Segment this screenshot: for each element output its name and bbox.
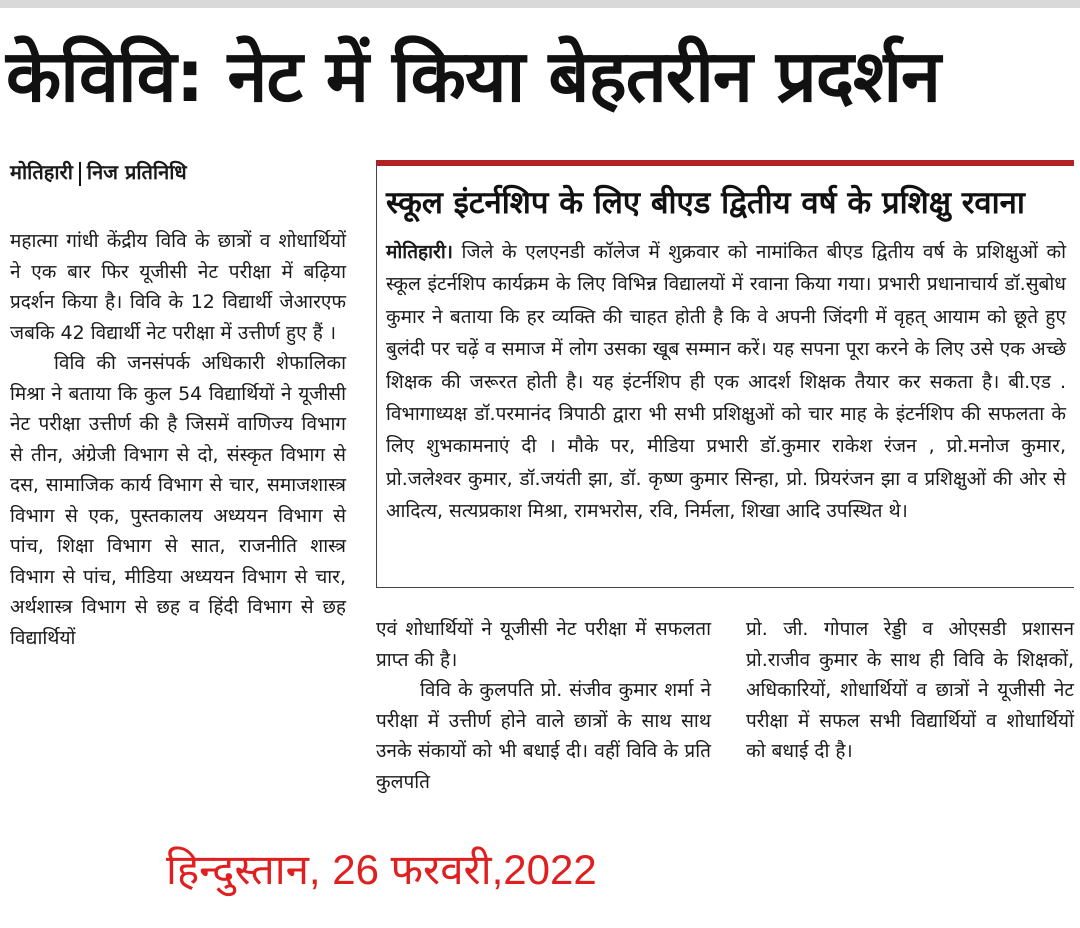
boxed-story-text: जिले के एलएनडी कॉलेज में शुक्रवार को नामांकित बीएड द्वितीय वर्ष के प्रशिक्षुओं को स्कूल इंटर्नशिप कार्यक्रम के लिए विभिन्न विद्यालयों में रवाना किया गया। प्रभारी प्रधानाचार्य डॉ.सुबोध कुमार ने बताया कि हर व्यक्ति की चाहत होती है कि वे अपनी जिंदगी में वृहत् आयाम को छूते हुए बुलंदी पर चढ़ें व समाज में लोग उसका खूब सम्मान करें। यह सपना पूरा करने के लिए उसे एक अच्छे शिक्षक की जरूरत होती है। यह इंटर्नशिप ही एक आदर्श शिक्षक तैयार कर सकता है। बी.एड . विभागाध्यक्ष डॉ.परमानंद त्रिपाठी द्वारा भी सभी प्रशिक्षुओं को चार माह के इंटर्नशिप की सफलता के लिए शुभकामनाएं दी । मौके पर, मीडिया प्रभारी डॉ.कुमार राकेश रंजन , प्रो.मनोज कुमार, प्रो.जलेश्वर कुमार, डॉ.जयंती झा, डॉ. कृष्ण कुमार सिन्हा, प्रो. प्रियरंजन झा व प्रशिक्षुओं की ओर से आदित्य, सत्यप्रकाश मिश्रा, रामभरोस, रवि, निर्मला, शिखा आदि उपस्थित थे। — [386, 241, 1066, 523]
dateline — [10, 156, 187, 188]
boxed-story-lead: मोतिहारी। — [386, 241, 453, 263]
right-paragraph-1: प्रो. जी. गोपाल रेड्डी व ओएसडी प्रशासन प्रो.राजीव कुमार के साथ ही विवि के शिक्षकों, अधिकारियों, शोधार्थियों व छात्रों ने यूजीसी नेट परीक्षा में सफल सभी विद्यार्थियों व शोधार्थियों को बधाई दी है। — [746, 618, 1074, 762]
middle-column — [376, 614, 711, 797]
left-column — [10, 226, 346, 653]
right-column — [746, 614, 1074, 767]
dateline-place: मोतिहारी — [10, 160, 73, 184]
dateline-separator — [79, 162, 81, 186]
boxed-story-title: स्कूल इंटर्नशिप के लिए बीएड द्वितीय वर्ष के प्रशिक्षु रवाना — [386, 185, 1025, 221]
middle-paragraph-2: विवि के कुलपति प्रो. संजीव कुमार शर्मा ने परीक्षा में उत्तीर्ण होने वाले छात्रों के साथ साथ उनके संकायों को भी बधाई दी। वहीं विवि के प्रति कुलपति — [376, 679, 711, 793]
left-paragraph-2: विवि की जनसंपर्क अधिकारी शेफालिका मिश्रा ने बताया कि कुल 54 विद्यार्थियों ने यूजीसी नेट परीक्षा उत्तीर्ण की है जिसमें वाणिज्य विभाग से तीन, अंग्रेजी विभाग से दो, संस्कृत विभाग से दस, सामाजिक कार्य विभाग से चार, समाजशास्त्र विभाग से एक, पुस्तकालय अध्ययन विभाग से पांच, शिक्षा विभाग से सात, राजनीति शास्त्र विभाग से पांच, मीडिया अध्ययन विभाग से चार, अर्थशास्त्र विभाग से छह व हिंदी विभाग से छह विद्यार्थियों — [10, 352, 346, 649]
source-caption: हिन्दुस्तान, 26 फरवरी,2022 — [166, 846, 597, 893]
middle-paragraph-1: एवं शोधार्थियों ने यूजीसी नेट परीक्षा में सफलता प्राप्त की है। — [376, 618, 711, 671]
boxed-story-body — [386, 236, 1066, 528]
dateline-reporter: निज प्रतिनिधि — [86, 160, 187, 184]
left-paragraph-1: महात्मा गांधी केंद्रीय विवि के छात्रों व शोधार्थियों ने एक बार फिर यूजीसी नेट परीक्षा में बढ़िया प्रदर्शन किया है। विवि के 12 विद्यार्थी जेआरएफ जबकि 42 विद्यार्थी नेट परीक्षा में उत्तीर्ण हुए हैं । — [10, 230, 346, 344]
top-band — [0, 0, 1080, 8]
page-headline: केविवि: नेट में किया बेहतरीन प्रदर्शन — [6, 34, 940, 118]
